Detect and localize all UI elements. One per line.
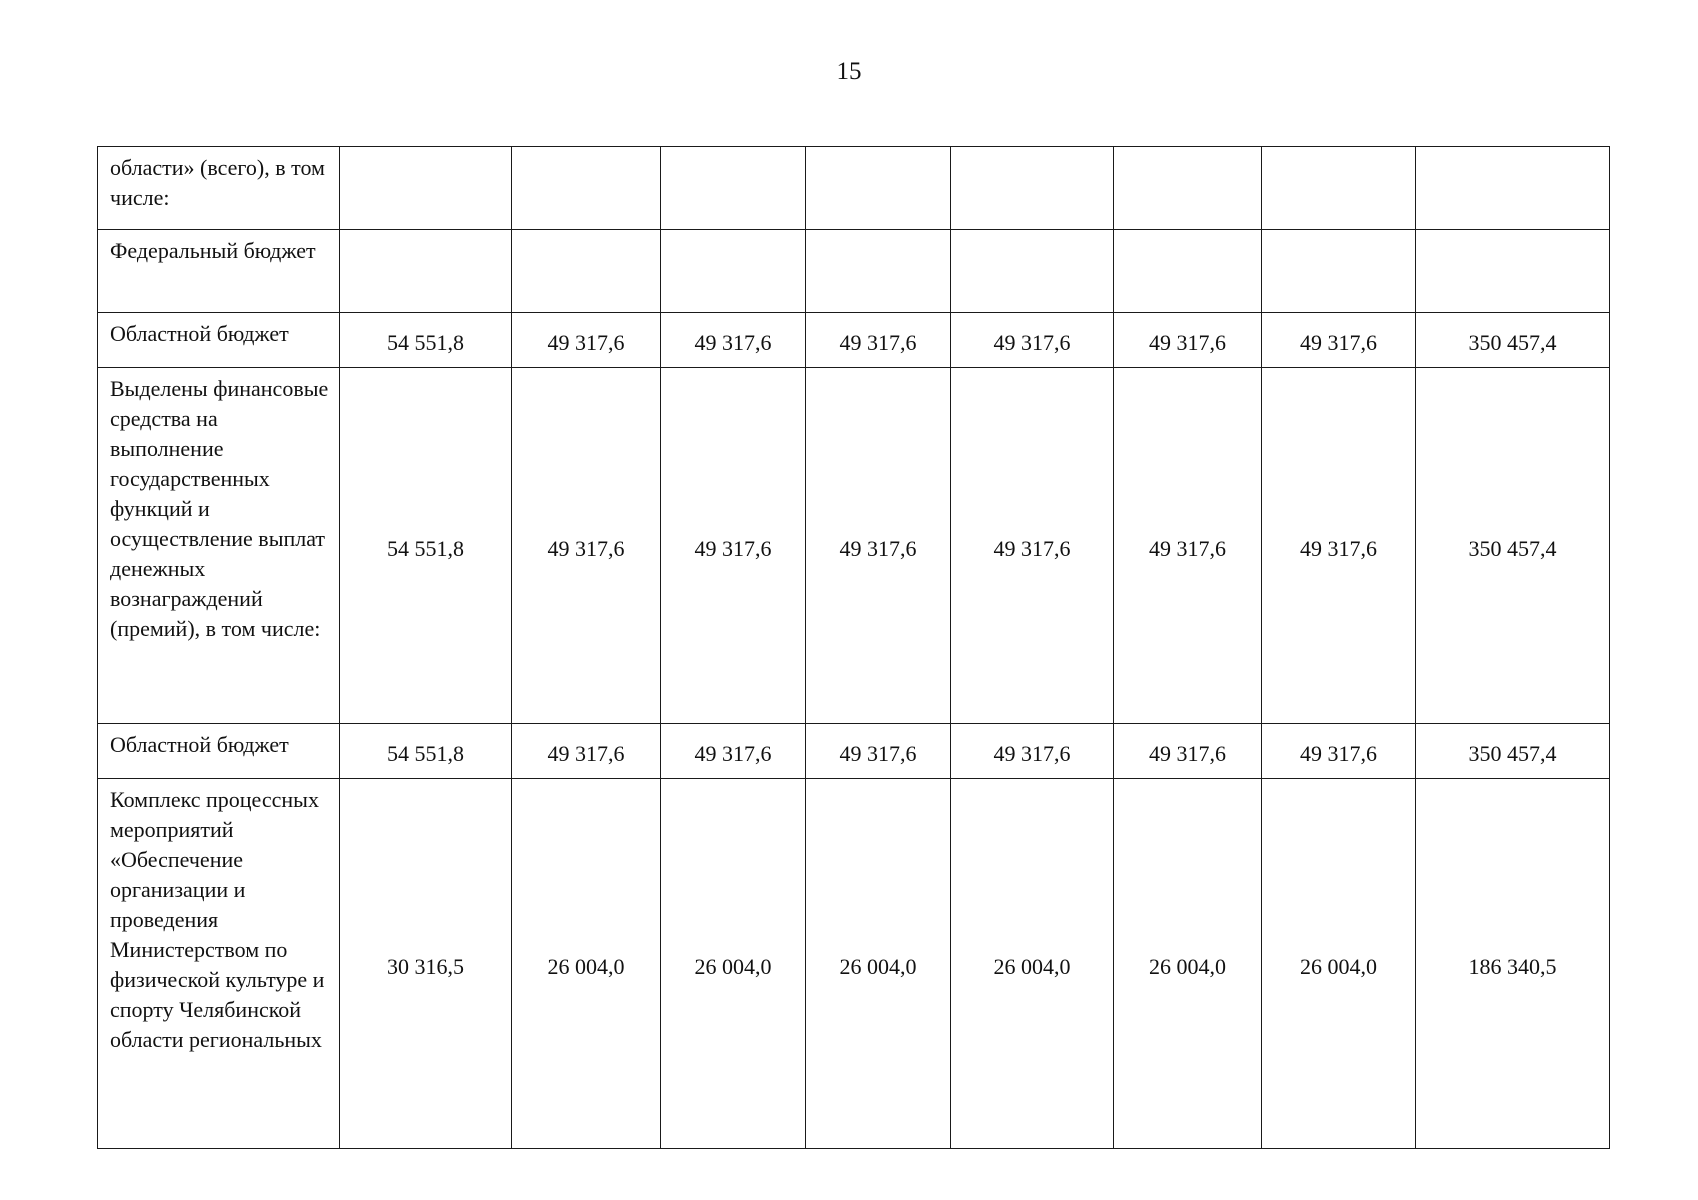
table-row [98, 313, 1610, 368]
table-cell: 49 317,6 [951, 313, 1114, 368]
table-row [98, 230, 1610, 313]
table-cell: 49 317,6 [661, 724, 806, 779]
table-cell: 49 317,6 [512, 313, 661, 368]
table-cell [1262, 147, 1416, 230]
row-label: Выделены финансовые средства на выполнение государственных функций и осуществление выплат денежных вознаграждений (премий), в том числе: [98, 368, 340, 724]
table-cell [806, 230, 951, 313]
table-cell-total: 350 457,4 [1416, 368, 1610, 724]
row-label: Комплекс процессных мероприятий «Обеспечение организации и проведения Министерством по физической культуре и спорту Челябинской области региональных [98, 779, 340, 1149]
table-cell: 26 004,0 [1114, 779, 1262, 1149]
row-label: Федеральный бюджет [98, 230, 340, 313]
table-cell [1114, 230, 1262, 313]
table-cell: 49 317,6 [512, 368, 661, 724]
table-cell [512, 230, 661, 313]
table-cell [806, 147, 951, 230]
table-cell: 26 004,0 [951, 779, 1114, 1149]
table-cell-total: 350 457,4 [1416, 313, 1610, 368]
row-label: Областной бюджет [98, 724, 340, 779]
table-cell: 49 317,6 [1262, 368, 1416, 724]
page-number: 15 [836, 58, 862, 85]
table-cell: 49 317,6 [1114, 313, 1262, 368]
table-row [98, 779, 1610, 1149]
table-cell: 30 316,5 [340, 779, 512, 1149]
row-label: Областной бюджет [98, 313, 340, 368]
table-cell: 49 317,6 [1262, 313, 1416, 368]
table-cell-total: 186 340,5 [1416, 779, 1610, 1149]
table-cell: 26 004,0 [661, 779, 806, 1149]
table-cell: 49 317,6 [806, 313, 951, 368]
table-row [98, 147, 1610, 230]
table-cell: 49 317,6 [661, 313, 806, 368]
table-cell [512, 147, 661, 230]
table-cell [661, 230, 806, 313]
table-cell: 49 317,6 [806, 368, 951, 724]
table-cell [661, 147, 806, 230]
table-cell [951, 147, 1114, 230]
table-cell [340, 147, 512, 230]
table-cell: 26 004,0 [806, 779, 951, 1149]
table-cell: 49 317,6 [1114, 724, 1262, 779]
table-row [98, 724, 1610, 779]
table-cell [1114, 147, 1262, 230]
table-cell-total [1416, 230, 1610, 313]
table-cell: 49 317,6 [1114, 368, 1262, 724]
table-cell-total: 350 457,4 [1416, 724, 1610, 779]
table-cell: 49 317,6 [806, 724, 951, 779]
table-cell-total [1416, 147, 1610, 230]
table-row [98, 368, 1610, 724]
table-cell: 54 551,8 [340, 724, 512, 779]
table-cell: 49 317,6 [661, 368, 806, 724]
table-cell [340, 230, 512, 313]
table-cell: 49 317,6 [512, 724, 661, 779]
budget-table [97, 146, 1610, 1149]
table-cell: 26 004,0 [512, 779, 661, 1149]
table-cell: 26 004,0 [1262, 779, 1416, 1149]
table-cell: 49 317,6 [1262, 724, 1416, 779]
table-cell [951, 230, 1114, 313]
row-label: области» (всего), в том числе: [98, 147, 340, 230]
table-cell: 54 551,8 [340, 313, 512, 368]
table-cell: 49 317,6 [951, 724, 1114, 779]
table-cell: 54 551,8 [340, 368, 512, 724]
table-cell [1262, 230, 1416, 313]
table-cell: 49 317,6 [951, 368, 1114, 724]
